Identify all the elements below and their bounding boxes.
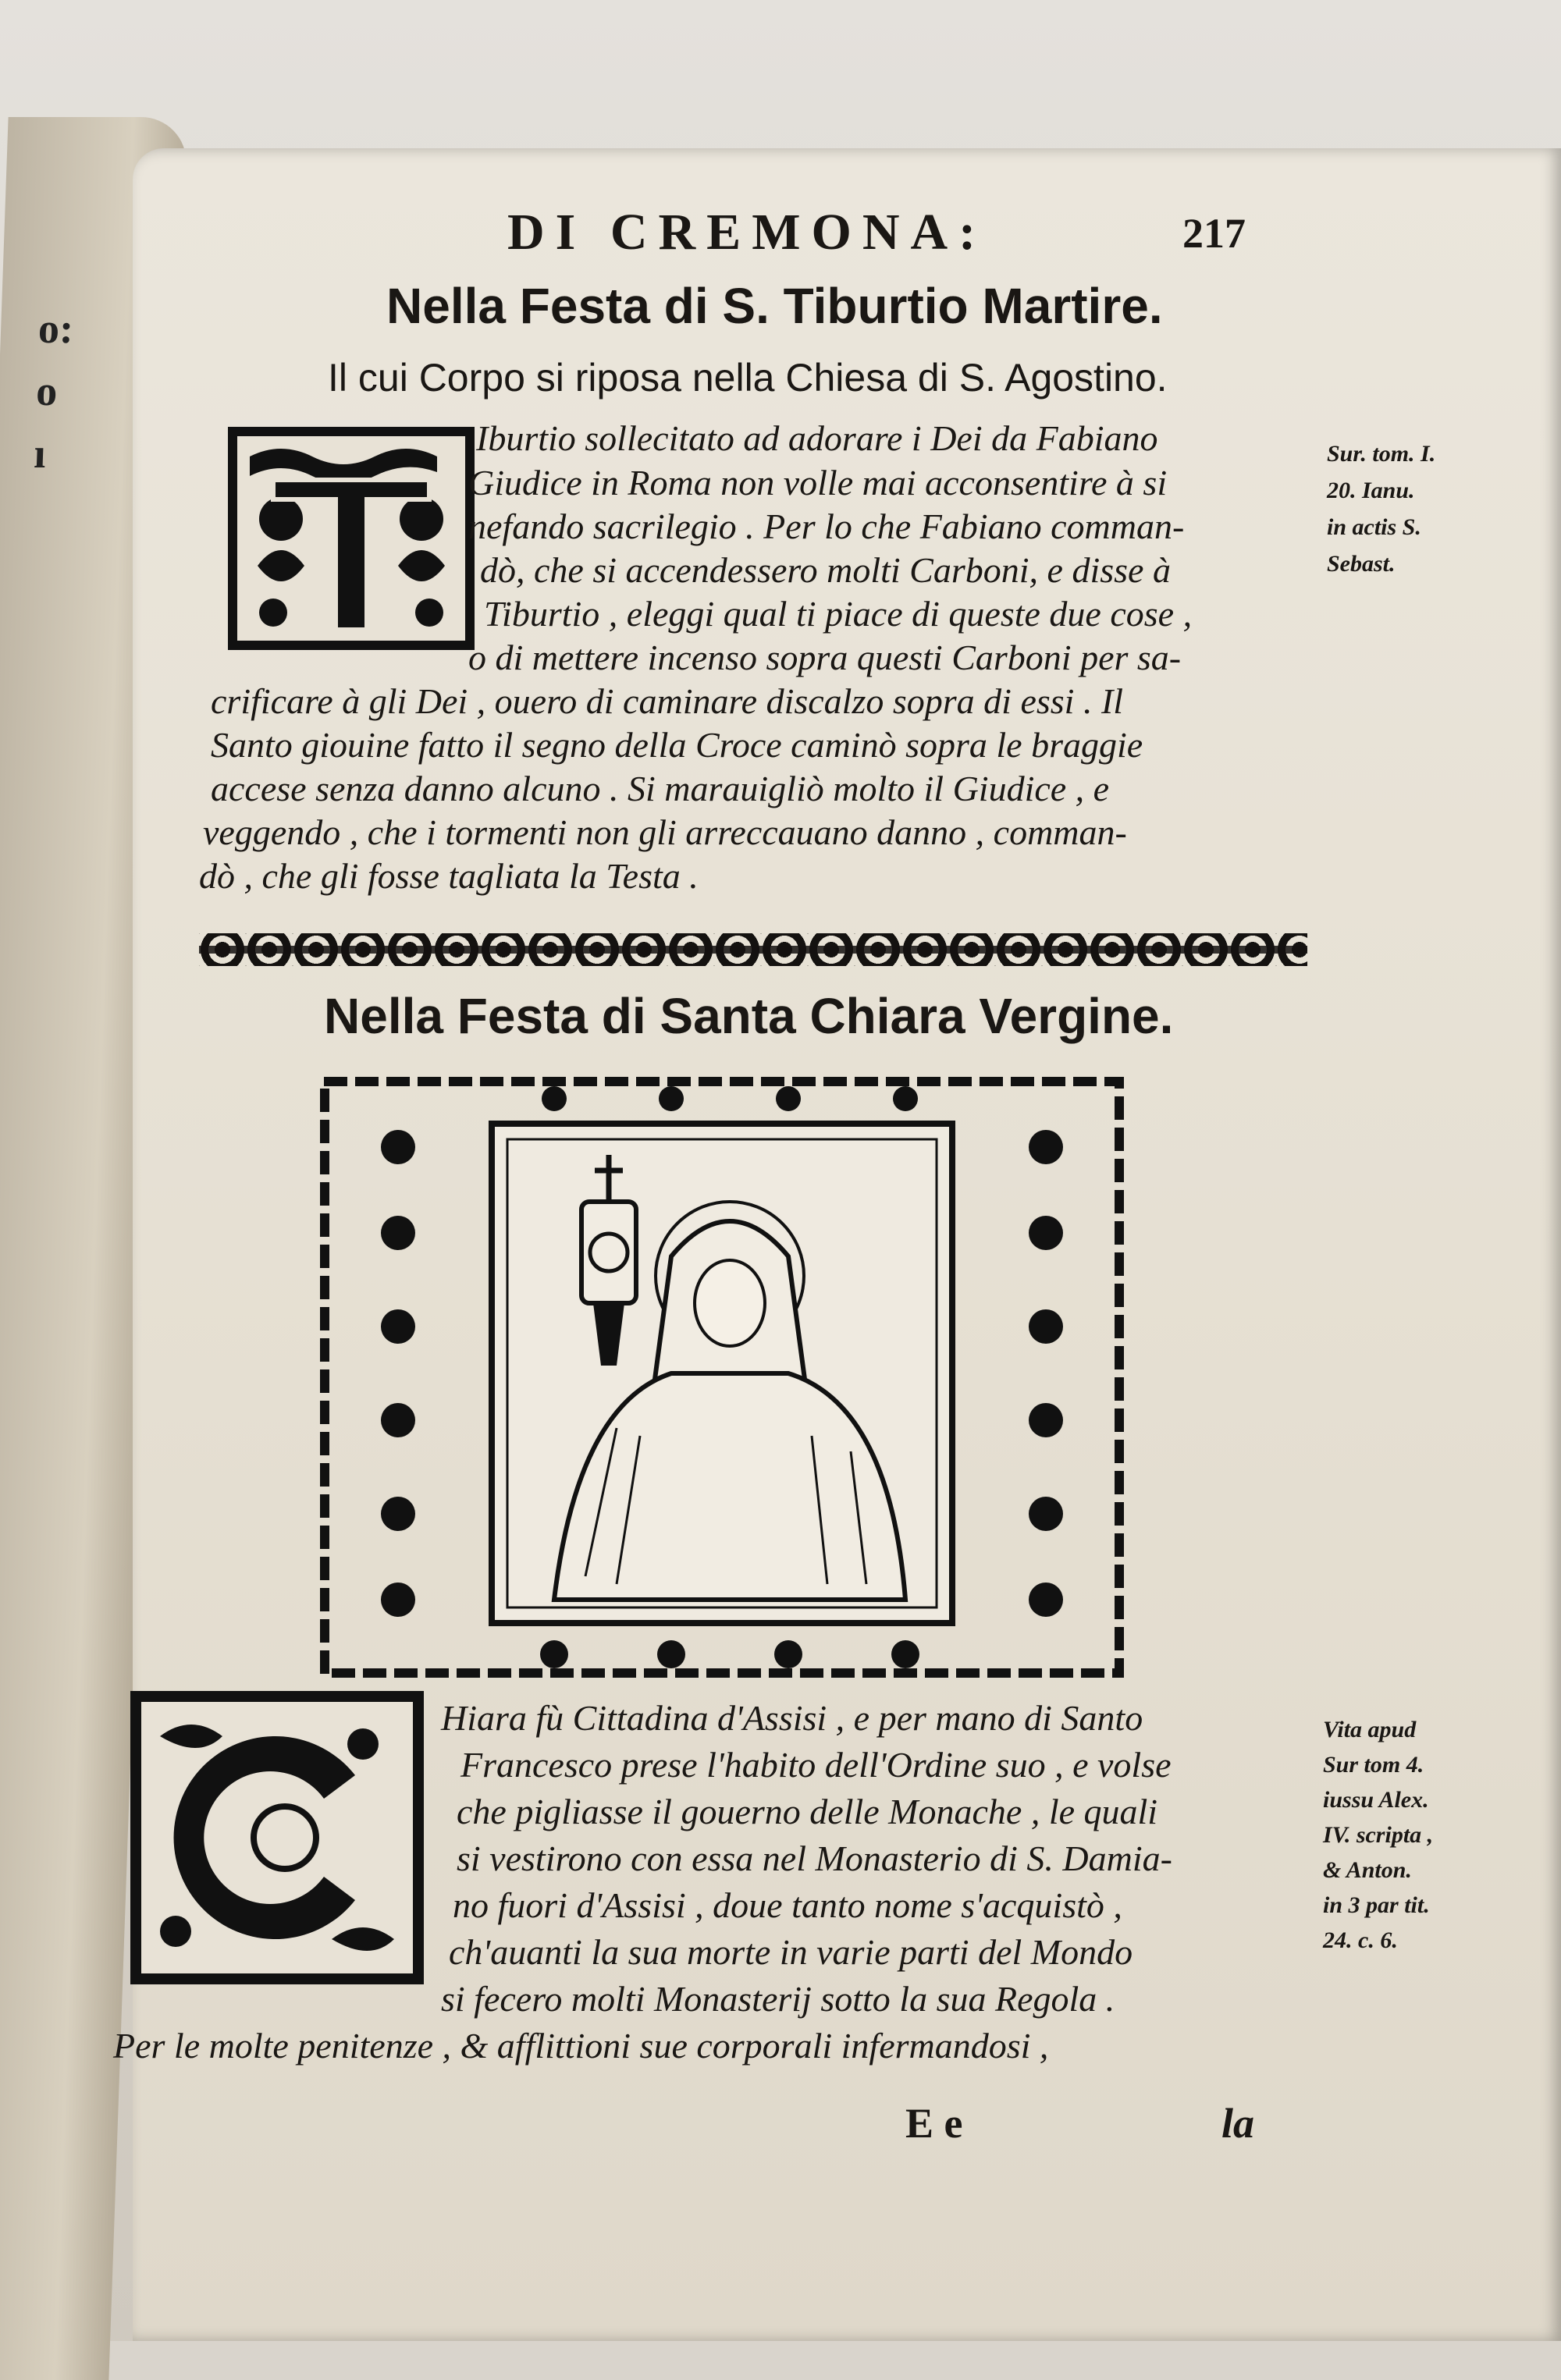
marginal-note: Sur. tom. I. bbox=[1327, 441, 1436, 467]
marginal-note: & Anton. bbox=[1323, 1857, 1412, 1883]
text-line: Tiburtio , eleggi qual ti piace di queste due cose , bbox=[484, 594, 1193, 634]
text-line: accese senza danno alcuno . Si marauigliò molto il Giudice , e bbox=[211, 769, 1110, 808]
text-line: Giudice in Roma non volle mai acconsentire à si bbox=[468, 463, 1168, 503]
text-line: crificare à gli Dei , ouero di caminare discalzo sopra di essi . Il bbox=[211, 681, 1124, 721]
ornamental-divider bbox=[199, 933, 1307, 966]
running-title: DI CREMONA: bbox=[507, 204, 987, 261]
text-line: Per le molte penitenze , & afflittioni sue corporali infermandosi , bbox=[113, 2026, 1049, 2066]
text-line: Francesco prese l'habito dell'Ordine suo , e volse bbox=[460, 1745, 1172, 1785]
text-line: Santo giouine fatto il segno della Croce caminò sopra le braggie bbox=[211, 725, 1143, 765]
text-line: dò , che gli fosse tagliata la Testa . bbox=[199, 856, 699, 896]
marginal-note: 24. c. 6. bbox=[1323, 1927, 1398, 1953]
facing-page-fragment: o bbox=[35, 368, 59, 414]
marginal-note: 20. Ianu. bbox=[1327, 478, 1415, 503]
facing-page-fragment: ı bbox=[33, 430, 47, 477]
text-line: si vestirono con essa nel Monasterio di S. Damia- bbox=[457, 1838, 1172, 1878]
section-subtitle: Il cui Corpo si riposa nella Chiesa di S. Agostino. bbox=[328, 356, 1168, 400]
text-line: si fecero molti Monasterij sotto la sua Regola . bbox=[441, 1979, 1115, 2019]
text-line: no fuori d'Assisi , doue tanto nome s'acquistò , bbox=[453, 1885, 1122, 1925]
text-line: dò, che si accendessero molti Carboni, e disse à bbox=[480, 550, 1171, 590]
marginal-note: in actis S. bbox=[1327, 514, 1421, 540]
section-title: Nella Festa di S. Tiburtio Martire. bbox=[386, 278, 1163, 334]
text-line: nefando sacrilegio . Per lo che Fabiano comman- bbox=[468, 506, 1185, 546]
text-line: veggendo , che i tormenti non gli arreccauano danno , comman- bbox=[203, 812, 1127, 852]
marginal-note: iussu Alex. bbox=[1323, 1787, 1429, 1813]
text-line: o di mettere incenso sopra questi Carboni per sa- bbox=[468, 638, 1182, 677]
marginal-note: Sebast. bbox=[1327, 551, 1396, 577]
signature-mark: E e bbox=[905, 2100, 963, 2147]
saint-clare-woodcut-icon bbox=[320, 1077, 1124, 1678]
marginal-note: in 3 par tit. bbox=[1323, 1892, 1430, 1918]
text-line: che pigliasse il gouerno delle Monache , le quali bbox=[457, 1792, 1158, 1831]
facing-page-fragment: o: bbox=[37, 305, 75, 352]
text-line: Hiara fù Cittadina d'Assisi , e per mano di Santo bbox=[441, 1698, 1143, 1738]
marginal-note: Vita apud bbox=[1323, 1717, 1417, 1742]
section-title: Nella Festa di Santa Chiara Vergine. bbox=[324, 988, 1174, 1044]
marginal-note: IV. scripta , bbox=[1323, 1822, 1434, 1848]
drop-cap-c-icon bbox=[129, 1689, 425, 1986]
drop-cap-t-icon bbox=[226, 425, 476, 652]
text-line: ch'auanti la sua morte in varie parti del Mondo bbox=[449, 1932, 1133, 1972]
marginal-note: Sur tom 4. bbox=[1323, 1752, 1424, 1778]
catchword: la bbox=[1221, 2100, 1255, 2147]
page-number: 217 bbox=[1182, 210, 1246, 257]
text-line: Iburtio sollecitato ad adorare i Dei da Fabiano bbox=[476, 418, 1158, 458]
